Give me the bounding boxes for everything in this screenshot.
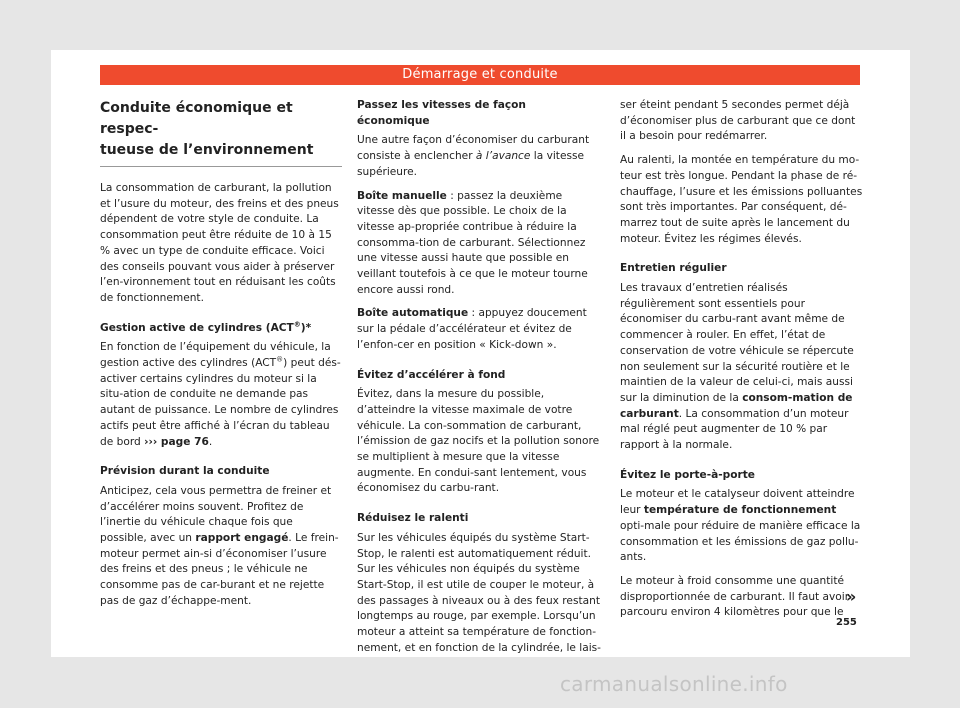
act-ref-end: . bbox=[208, 435, 213, 448]
auto-label: Boîte automatique bbox=[357, 307, 469, 320]
act-heading bbox=[100, 321, 342, 337]
chapter-title: Démarrage et conduite bbox=[402, 67, 558, 82]
maintenance-bold: consom-mation de carburant bbox=[620, 391, 853, 420]
maintenance-text-b: . La consommation d’un moteur mal réglé peut augmenter de 10 % par rapport à la normale. bbox=[620, 407, 849, 452]
section-title-line-2: tueuse de l’environnement bbox=[100, 142, 314, 158]
anticipation-heading: Prévision durant la conduite bbox=[100, 465, 270, 478]
maintenance-text-a: Les travaux d’entretien réalisés régulièrement sont essentiels pour économiser du carbu-rant avant même de commencer à rouler. En effet, l’état de conservation de votre véhicule se répercute non seulement sur la sécurité routière et le maintien de la valeur de celui-ci, mais aussi sur la diminution de la bbox=[620, 282, 854, 404]
gears-italic: à l’avance bbox=[475, 150, 531, 163]
column-2 bbox=[357, 98, 602, 665]
anticipation-text-a: Anticipez, cela vous permettra de freiner et d’accélérer moins souvent. Profitez de l’inertie du véhicule chaque fois que possible, avec un bbox=[100, 484, 332, 545]
short-trips-paragraph bbox=[620, 487, 863, 566]
page-reference-link[interactable]: ››› page 76 bbox=[144, 435, 209, 448]
short-trips-text-b: opti-male pour réduire de manière efficace la consommation et les émissions de gaz pollu-ants. bbox=[620, 519, 861, 564]
act-text-a: En fonction de l’équipement du véhicule, la gestion active des cylindres (ACT bbox=[100, 341, 331, 370]
full-throttle-paragraph: Évitez, dans la mesure du possible, d’atteindre la vitesse maximale de votre véhicule. La con-sommation de carburant, l’émission de gaz nocifs et la pollution sonore se multiplient à mesure que la vitesse augmente. En condui-sant lentement, vous économisez du carbu-rant. bbox=[357, 388, 600, 495]
column-3 bbox=[620, 98, 863, 629]
gears-text-a: Une autre façon d’économiser du carburant consiste à enclencher bbox=[357, 134, 590, 163]
intro-paragraph: La consommation de carburant, la pollution et l’usure du moteur, des freins et des pneus dépendent de votre style de conduite. La consommation peut être réduite de 10 à 15 % avec un type de conduite efficace. Voici des conseils pouvant vous aider à préserver l’en-vironnement tout en réduisant les coûts de fonctionnement. bbox=[100, 182, 339, 304]
full-throttle-heading: Évitez d’accélérer à fond bbox=[357, 368, 506, 381]
continued-marker-icon: » bbox=[846, 587, 857, 606]
idle-heading: Réduisez le ralenti bbox=[357, 512, 469, 525]
idle-paragraph: Sur les véhicules équipés du système Start-Stop, le ralenti est automatiquement réduit. Sur les véhicules non équipés du système Start-Stop, il est utile de couper le moteur, à des passages à niveaux ou à des feux restant longtemps au rouge, par exemple. Lorsqu’un moteur a atteint sa température de fonction-nement, et en fonction de la cylindrée, le lais- bbox=[357, 531, 601, 654]
gears-heading: Passez les vitesses de façon économique bbox=[357, 99, 526, 127]
auto-paragraph bbox=[357, 306, 602, 353]
gears-paragraph bbox=[357, 133, 602, 180]
act-heading-text: Gestion active de cylindres (ACT bbox=[100, 321, 294, 334]
act-text-sup: ® bbox=[276, 355, 284, 364]
act-heading-sup: ® bbox=[293, 320, 301, 329]
continued-paragraph: ser éteint pendant 5 secondes permet déjà d’économiser plus de carburant que ce dont il a besoin pour redémarrer. bbox=[620, 99, 856, 143]
manual-paragraph bbox=[357, 189, 602, 299]
auto-text: : appuyez doucement sur la pédale d’accélérateur et évitez de l’enfon-cer en position « Kick-down ». bbox=[357, 307, 587, 351]
act-paragraph bbox=[100, 340, 342, 450]
column-1 bbox=[100, 98, 342, 618]
act-heading-end: )* bbox=[300, 321, 312, 334]
gears-text-b: la vitesse supérieure. bbox=[357, 150, 585, 178]
idle-paragraph-2: Au ralenti, la montée en température du mo-teur est très longue. Pendant la phase de ré-chauffage, l’usure et les émissions polluantes sont très importantes. Par conséquent, dé-marrez tout de suite après le lancement du moteur. Évitez les régimes élevés. bbox=[620, 154, 863, 245]
short-trips-heading: Évitez le porte-à-porte bbox=[620, 468, 755, 481]
short-trips-bold: température de fonctionnement bbox=[643, 504, 837, 517]
anticipation-bold: rapport engagé bbox=[195, 532, 289, 545]
cold-engine-paragraph: Le moteur à froid consomme une quantité disproportionnée de carburant. Il faut avoir parcouru environ 4 kilomètres pour que le bbox=[620, 574, 850, 619]
chapter-header bbox=[100, 65, 860, 85]
page-number: 255 bbox=[836, 617, 857, 628]
anticipation-paragraph bbox=[100, 484, 342, 610]
watermark: carmanualsonline.info bbox=[560, 672, 788, 696]
maintenance-paragraph bbox=[620, 281, 863, 454]
short-trips-text-a: Le moteur et le catalyseur doivent atteindre leur bbox=[620, 488, 855, 517]
anticipation-text-b: . Le frein-moteur permet ain-si d’économiser l’usure des freins et des pneus ; le véhicule ne consomme pas de car-burant et ne rejette pas de gaz d’échappe-ment. bbox=[100, 532, 339, 607]
section-title-line-1: Conduite économique et respec- bbox=[100, 100, 293, 137]
manual-label: Boîte manuelle bbox=[357, 189, 447, 202]
section-title bbox=[100, 98, 342, 167]
act-text-b: ) peut dés-activer certains cylindres du moteur si la situ-ation de conduite ne demande pas autant de puissance. Le nombre de cylindres actifs peut être affiché à l’écran du tableau de bord bbox=[100, 357, 341, 448]
manual-text: : passez la deuxième vitesse dès que possible. Le choix de la vitesse ap-propriée contribue à réduire la consomma-tion de carburant. Sélectionnez une vitesse aussi haute que possible en veillant toutefois à ce que le moteur tourne encore aussi rond. bbox=[357, 189, 588, 296]
maintenance-heading: Entretien régulier bbox=[620, 262, 727, 275]
